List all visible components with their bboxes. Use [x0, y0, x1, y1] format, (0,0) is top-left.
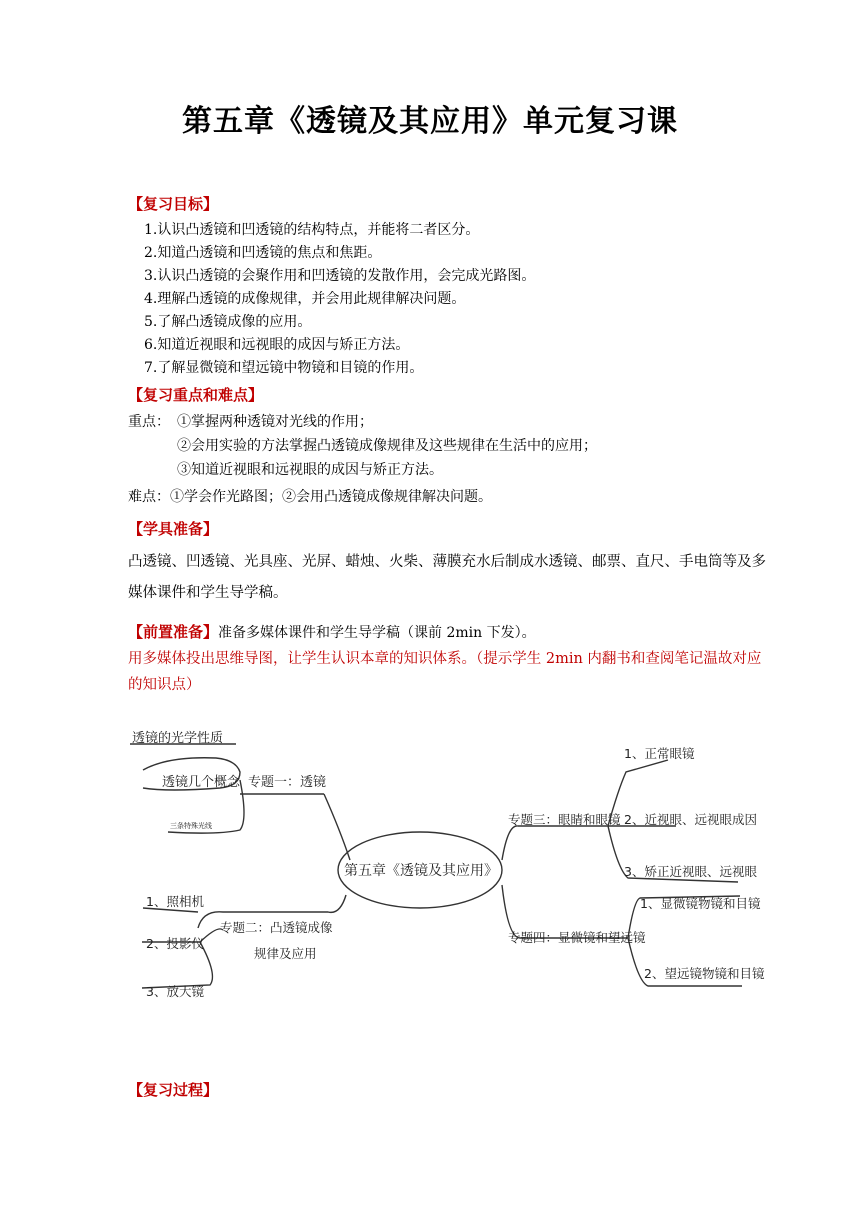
goal-item: 1.认识凸透镜和凹透镜的结构特点，并能将二者区分。 — [144, 222, 480, 238]
topic1-label: 专题一：透镜 — [248, 775, 327, 790]
key-item: ③知道近视眼和远视眼的成因与矫正方法。 — [177, 462, 443, 478]
topic1-item: 透镜几个概念 — [162, 775, 241, 790]
process-heading: 【复习过程】 — [128, 1081, 219, 1099]
prep-text: 准备多媒体课件和学生导学稿（课前 2min 下发）。 — [218, 625, 536, 641]
goal-item: 6.知道近视眼和远视眼的成因与矫正方法。 — [144, 337, 410, 353]
goals-heading: 【复习目标】 — [128, 195, 219, 213]
topic3-item: 2、近视眼、远视眼成因 — [624, 812, 757, 827]
page-title: 第五章《透镜及其应用》单元复习课 — [182, 104, 678, 139]
tools-heading: 【学具准备】 — [128, 520, 219, 538]
topic3-item: 1、正常眼镜 — [624, 746, 695, 761]
topic4-item: 2、望远镜物镜和目镜 — [644, 966, 765, 981]
topic2-label: 规律及应用 — [254, 946, 317, 961]
tools-text: 凸透镜、凹透镜、光具座、光屏、蜡烛、火柴、薄膜充水后制成水透镜、邮票、直尺、手电筒等及多媒体课件和学生导学稿。 — [128, 554, 766, 601]
topic2-item: 2、投影仪 — [146, 936, 204, 951]
keypoints-heading: 【复习重点和难点】 — [128, 386, 264, 404]
mindmap-center: 第五章《透镜及其应用》 — [344, 863, 498, 879]
difficult-points: 难点：①学会作光路图；②会用凸透镜成像规律解决问题。 — [128, 489, 492, 505]
topic4-label: 专题四：显微镜和望远镜 — [508, 930, 646, 945]
key-item: ①掌握两种透镜对光线的作用； — [177, 414, 373, 430]
prep-note: 用多媒体投出思维导图，让学生认识本章的知识体系。（提示学生 2min 内翻书和查阅笔记温故对应的知识点） — [128, 651, 762, 693]
mindmap-top-label: 透镜的光学性质 — [132, 731, 224, 746]
goal-item: 4.理解凸透镜的成像规律，并会用此规律解决问题。 — [144, 291, 466, 307]
topic4-item: 1、显微镜物镜和目镜 — [640, 896, 761, 911]
goal-item: 5.了解凸透镜成像的应用。 — [144, 314, 312, 330]
topic2-item: 3、放大镜 — [146, 984, 204, 999]
key-label: 重点： — [128, 414, 170, 430]
goal-item: 7.了解显微镜和望远镜中物镜和目镜的作用。 — [144, 360, 424, 376]
topic2-item: 1、照相机 — [146, 894, 204, 909]
goal-item: 2.知道凸透镜和凹透镜的焦点和焦距。 — [144, 245, 382, 261]
goal-item: 3.认识凸透镜的会聚作用和凹透镜的发散作用，会完成光路图。 — [144, 268, 536, 284]
topic3-label: 专题三：眼睛和眼镜 — [508, 812, 621, 827]
topic3-item: 3、矫正近视眼、远视眼 — [624, 864, 757, 879]
prep-heading: 【前置准备】 — [128, 623, 219, 641]
topic2-label: 专题二：凸透镜成像 — [220, 920, 333, 935]
mindmap-figure — [128, 720, 765, 1010]
topic1-item: 三条特殊光线 — [170, 822, 212, 830]
key-item: ②会用实验的方法掌握凸透镜成像规律及这些规律在生活中的应用； — [177, 438, 597, 454]
prep-line — [128, 621, 536, 642]
